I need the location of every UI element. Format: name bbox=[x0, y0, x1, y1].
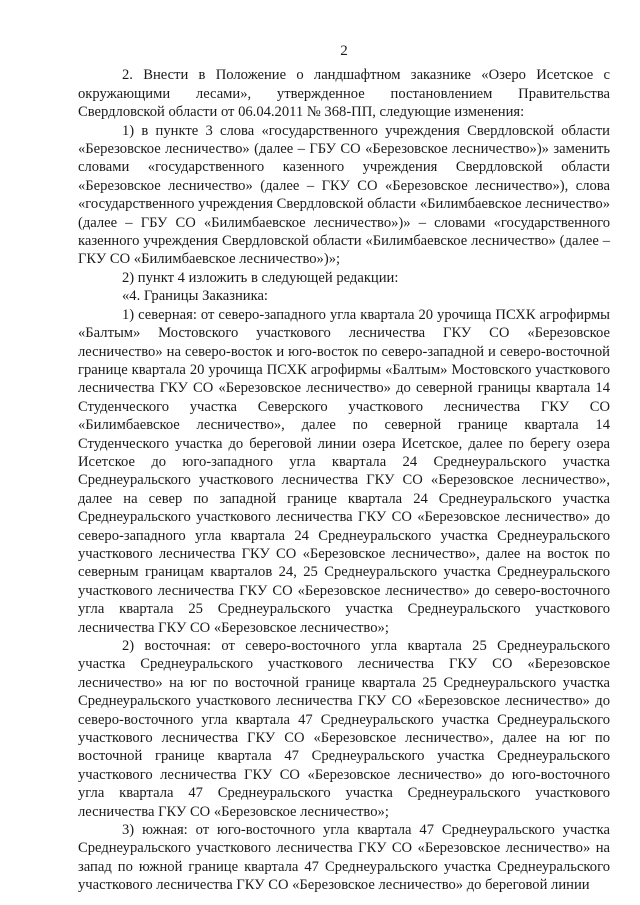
paragraph-eastern-boundary: 2) восточная: от северо-восточного угла квартала 25 Среднеуральского участка Среднеуральского участкового лесничества ГКУ СО «Березовское лесничество» на юг по восточной границе квартала 25 Среднеуральского участка Среднеуральского участкового лесничества ГКУ СО «Березовское лесничество» до северо-восточного угла квартала 47 Среднеуральского участка Среднеуральского участкового лесничества ГКУ СО «Березовское лесничество», далее на юг по восточной границе квартала 47 Среднеуральского участка Среднеуральского участкового лесничества ГКУ СО «Березовское лесничество» до юго-восточного угла квартала 47 Среднеуральского участка Среднеуральского участкового лесничества ГКУ СО «Березовское лесничество»; bbox=[78, 638, 610, 820]
paragraph-northern-boundary: 1) северная: от северо-западного угла квартала 20 урочища ПСХК агрофирмы «Балтым» Мостовского участкового лесничества ГКУ СО «Березовское лесничество» на северо-восток и юго-восток по северо-западной и северо-восточной границе квартала 20 урочища ПСХК агрофирмы «Балтым» Мостовского участкового лесничества ГКУ СО «Березовское лесничество» до северной границы квартала 14 Студенческого участка Северского участкового лесничества ГКУ СО «Билимбаевское лесничество», далее по северной границе квартала 14 Студенческого участка до береговой линии озера Исетское, далее по берегу озера Исетское до юго-западного угла квартала 24 Среднеуральского участка Среднеуральского участкового лесничества ГКУ СО «Березовское лесничество», далее на север по западной границе квартала 24 Среднеуральского участка Среднеуральского участкового лесничества ГКУ СО «Березовское лесничество» до северо-западного угла квартала 24 Среднеуральского участка Среднеуральского участкового лесничества ГКУ СО «Березовское лесничество», далее на восток по северным границам кварталов 24, 25 Среднеуральского участка Среднеуральского участкового лесничества ГКУ СО «Березовское лесничество» до северо-восточного угла квартала 25 Среднеуральского участка Среднеуральского участкового лесничества ГКУ СО «Березовское лесничество»; bbox=[78, 306, 610, 636]
paragraph-amendment-intro: 2. Внести в Положение о ландшафтном заказнике «Озеро Исетское с окружающими лесами», утвержденное постановлением Правительства Свердловской области от 06.04.2011 № 368-ПП, следующие изменения: bbox=[78, 67, 610, 121]
paragraph-item-1: 1) в пункте 3 слова «государственного учреждения Свердловской области «Березовское лесничество» (далее – ГБУ СО «Березовское лесничество»)» заменить словами «государственного казенного учреждения Свердловской области «Березовское лесничество» (далее – ГКУ СО «Березовское лесничество»), слова «государственного учреждения Свердловской области «Билимбаевское лесничество» (далее – ГБУ СО «Билимбаевское лесничество»)» – словами «государственного казенного учреждения Свердловской области «Билимбаевское лесничество» (далее – ГКУ СО «Билимбаевское лесничество»)»; bbox=[78, 122, 610, 268]
paragraph-boundaries-heading: «4. Границы Заказника: bbox=[122, 288, 268, 305]
paragraph-southern-boundary: 3) южная: от юго-восточного угла квартала 47 Среднеуральского участка Среднеуральского участкового лесничества ГКУ СО «Березовское лесничество» на запад по южной границе квартала 47 Среднеуральского участка Среднеуральского участкового лесничества ГКУ СО «Березовское лесничество» до береговой линии bbox=[78, 822, 610, 894]
page-number: 2 bbox=[340, 43, 348, 59]
paragraph-item-2: 2) пункт 4 изложить в следующей редакции: bbox=[122, 269, 399, 286]
document-page bbox=[78, 42, 610, 895]
